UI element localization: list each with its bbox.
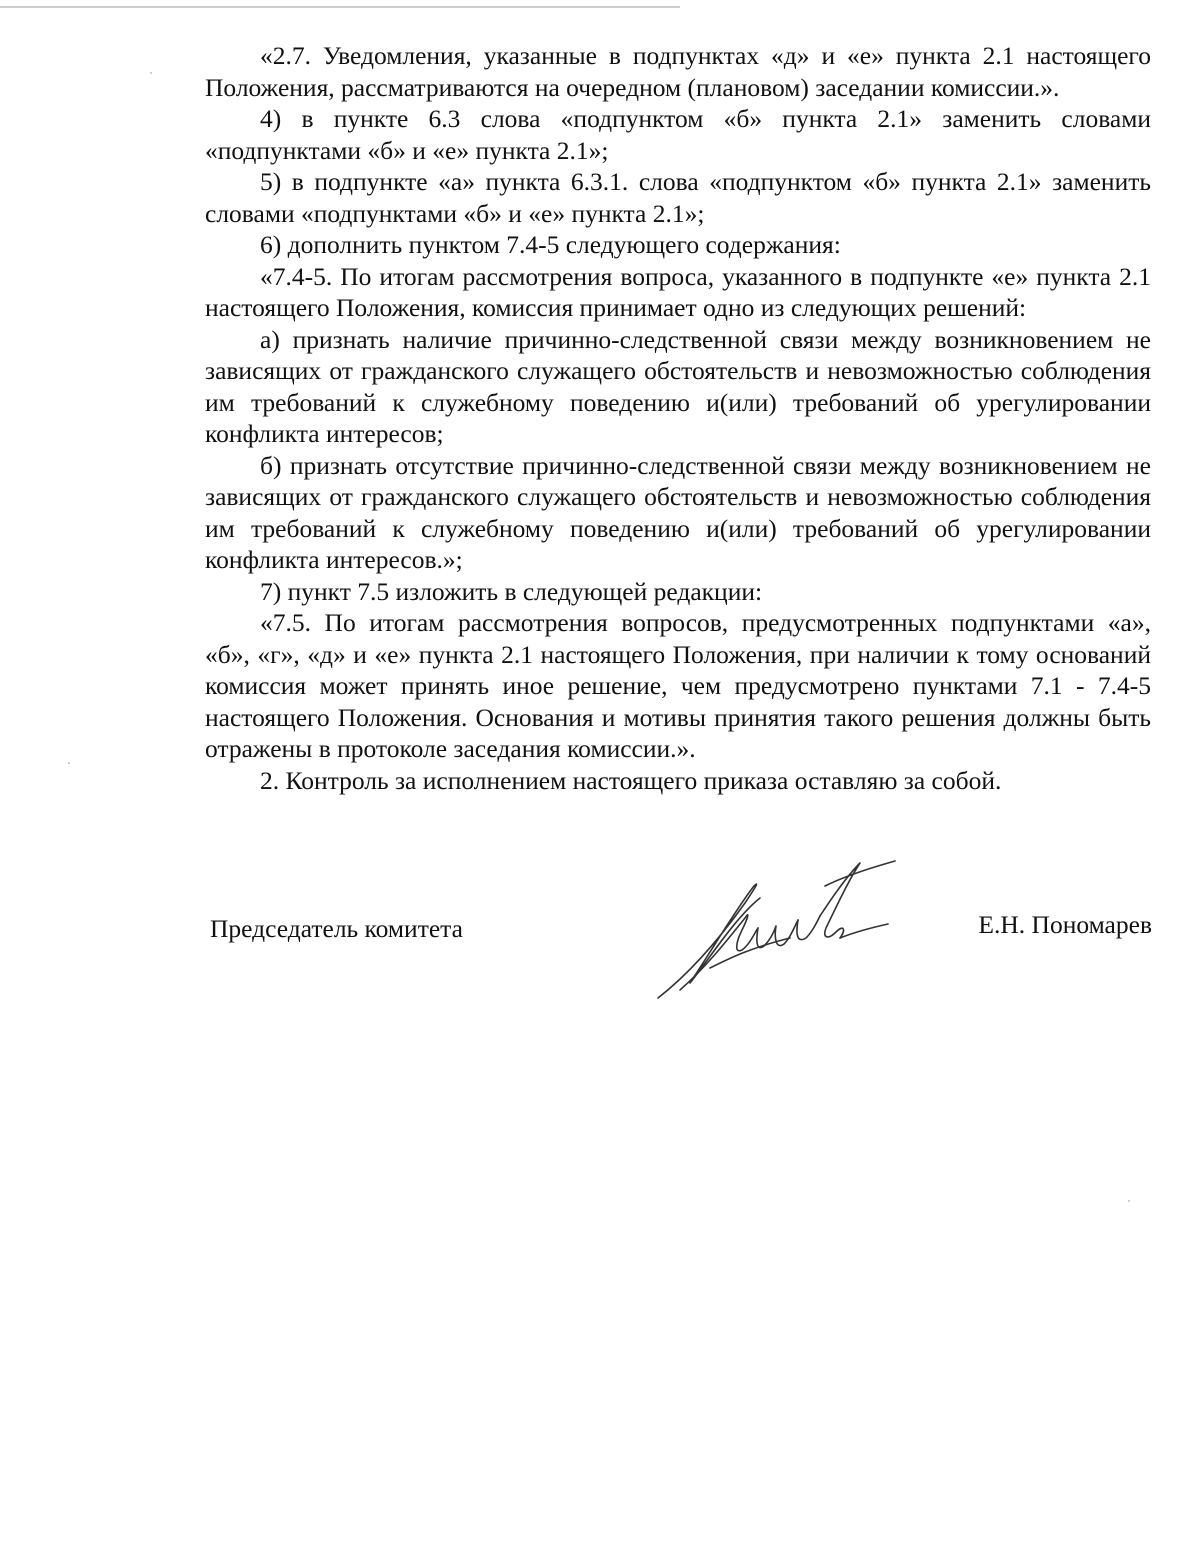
scan-speck (68, 762, 70, 764)
scan-speck (150, 72, 152, 74)
document-body (205, 40, 1151, 796)
paragraph-7-4-5: «7.4-5. По итогам рассмотрения вопроса, указанного в подпункте «е» пункта 2.1 настоящего Положения, комиссия принимает одно из следующих решений: (205, 261, 1151, 322)
paragraph-2-7: «2.7. Уведомления, указанные в подпунктах «д» и «е» пункта 2.1 настоящего Положения, рассматриваются на очередном (плановом) заседании комиссии.». (205, 41, 1151, 102)
signature-block (210, 908, 1152, 1008)
paragraph-subitem-a: а) признать наличие причинно-следственной связи между возникновением не зависящих от гражданского служащего обстоятельств и невозможностью соблюдения им требований к служебному поведению и(или) требований об урегулировании конфликта интересов; (205, 324, 1151, 448)
signatory-title: Председатель комитета (210, 914, 463, 943)
paragraph-subitem-b: б) признать отсутствие причинно-следственной связи между возникновением не зависящих от гражданского служащего обстоятельств и невозможностью соблюдения им требований к служебному поведению и(или) требований об урегулировании конфликта интересов.»; (205, 450, 1151, 574)
paragraph-control: 2. Контроль за исполнением настоящего приказа оставляю за собой. (260, 765, 1002, 795)
paragraph-item-5: 5) в подпункте «а» пункта 6.3.1. слова «подпунктом «б» пункта 2.1» заменить словами «подпунктами «б» и «е» пункта 2.1»; (205, 167, 1151, 228)
paragraph-7-5: «7.5. По итогам рассмотрения вопросов, предусмотренных подпунктами «а», «б», «г», «д» и «е» пункта 2.1 настоящего Положения, при наличии к тому оснований комиссия может принять иное решение, чем предусмотрено пунктами 7.1 - 7.4-5 настоящего Положения. Основания и мотивы принятия такого решения должны быть отражены в протоколе заседания комиссии.». (205, 608, 1151, 763)
paragraph-item-6: 6) дополнить пунктом 7.4-5 следующего содержания: (260, 230, 841, 259)
signatory-name: Е.Н. Пономарев (978, 910, 1152, 939)
handwritten-signature (650, 858, 900, 1008)
scan-top-edge-line (0, 6, 680, 8)
paragraph-item-4: 4) в пункте 6.3 слова «подпунктом «б» пункта 2.1» заменить словами «подпунктами «б» и «е» пункта 2.1»; (205, 104, 1151, 165)
scan-speck (1128, 1200, 1130, 1202)
paragraph-item-7: 7) пункт 7.5 изложить в следующей редакции: (260, 576, 763, 606)
